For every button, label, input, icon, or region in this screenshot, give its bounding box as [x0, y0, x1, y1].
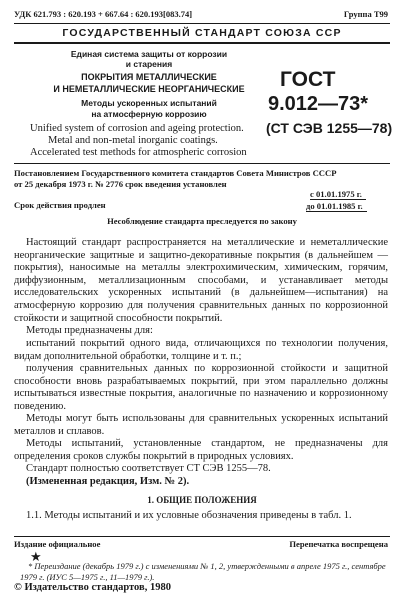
english-title-2: Metal and non-metal inorganic coatings. — [48, 135, 218, 146]
date-introduced: с 01.01.1975 г. — [310, 189, 366, 200]
coatings-title-2: И НЕМЕТАЛЛИЧЕСКИЕ НЕОРГАНИЧЕСКИЕ — [53, 84, 245, 94]
group-code: Группа Т99 — [343, 9, 388, 19]
gost-number: 9.012—73* — [268, 93, 369, 115]
paragraph-purpose-a: испытаний покрытий одного вида, отличающихся по технологии получения, видам дополнительной обработки, толщине и т. п.; — [14, 338, 388, 362]
paragraph-amendment: (Измененная редакция, Изм. № 2). — [26, 476, 190, 487]
official-edition: Издание официальное — [14, 539, 101, 549]
paragraph-purpose: Методы предназначены для: — [26, 325, 153, 336]
cmea-number: (СТ СЭВ 1255—78) — [266, 120, 393, 136]
band-rule — [14, 42, 390, 44]
section-heading: 1. ОБЩИЕ ПОЛОЖЕНИЯ — [147, 495, 257, 505]
coatings-title: ПОКРЫТИЯ МЕТАЛЛИЧЕСКИЕ — [81, 72, 217, 82]
paragraph-1-1: 1.1. Методы испытаний и их условные обозначения приведены в табл. 1. — [26, 510, 352, 521]
english-title-3: Accelerated test methods for atmospheric corrosion — [30, 147, 247, 158]
gost-label: ГОСТ — [280, 68, 336, 91]
state-standard-band: ГОСУДАРСТВЕННЫЙ СТАНДАРТ СОЮЗА ССР — [62, 27, 342, 39]
decree-line-1: Постановлением Государственного комитета стандартов Совета Министров СССР — [14, 168, 337, 178]
date-extended: до 01.01.1985 г. — [306, 201, 367, 212]
system-title-2: и старения — [125, 59, 173, 69]
paragraph-scope: Настоящий стандарт распространяется на металлические и неметаллические неорганические защитные и защитно-декоративные покрытия (в дальнейшем — покрытия), наносимые на металлы электрохимическим, химическим, горячим, диффузионным, металлизационным способами, и устанавливает методы исследовательских ускоренных испытаний (в дальнейшем—испытания) на атмосферную коррозию для получения сравнительных данных по коррозионной стойкости и защитной способности покрытий. — [14, 237, 388, 324]
methods-title-2: на атмосферную коррозию — [91, 109, 207, 119]
paragraph-limits: Методы испытаний, установленные стандартом, не предназначены для определения сроков службы покрытий в природных условиях. — [14, 438, 388, 462]
copyright: © Издательство стандартов, 1980 — [14, 582, 171, 593]
footer-rule — [14, 536, 390, 537]
extended-label: Срок действия продлен — [14, 200, 106, 210]
udk-code: УДК 621.793 : 620.193 + 667.64 : 620.193[083.74] — [14, 9, 193, 19]
reprint-notice: Перепечатка воспрещена — [289, 539, 388, 549]
star-icon: ★ — [30, 549, 42, 564]
paragraph-cmea: Стандарт полностью соответствует СТ СЭВ 1255—78. — [26, 463, 271, 474]
title-rule — [14, 163, 390, 164]
reissue-note: * Переиздание (декабрь 1979 г.) с изменениями № 1, 2, утвержденными в апреле 1975 г., сентябре 1979 г. (ИУС 5—1975 г., 11—1979 г.). — [20, 561, 386, 582]
decree-line-2: от 25 декабря 1973 г. № 2776 срок введения установлен — [14, 179, 227, 189]
system-title: Единая система защиты от коррозии — [70, 49, 228, 59]
paragraph-purpose-b: получения сравнительных данных по коррозионной стойкости и защитной способности вновь разрабатываемых покрытий, при этом параллельно должны испытываться известные покрытия, аналогичные по назначению и коррозионному поведению. — [14, 363, 388, 412]
paragraph-metals: Методы могут быть использованы для сравнительных ускоренных испытаний металлов и сплавов. — [14, 413, 388, 437]
english-title-1: Unified system of corrosion and ageing protection. — [30, 123, 244, 134]
methods-title: Методы ускоренных испытаний — [81, 98, 217, 108]
law-notice: Несоблюдение стандарта преследуется по закону — [107, 216, 297, 226]
top-rule — [14, 23, 390, 24]
